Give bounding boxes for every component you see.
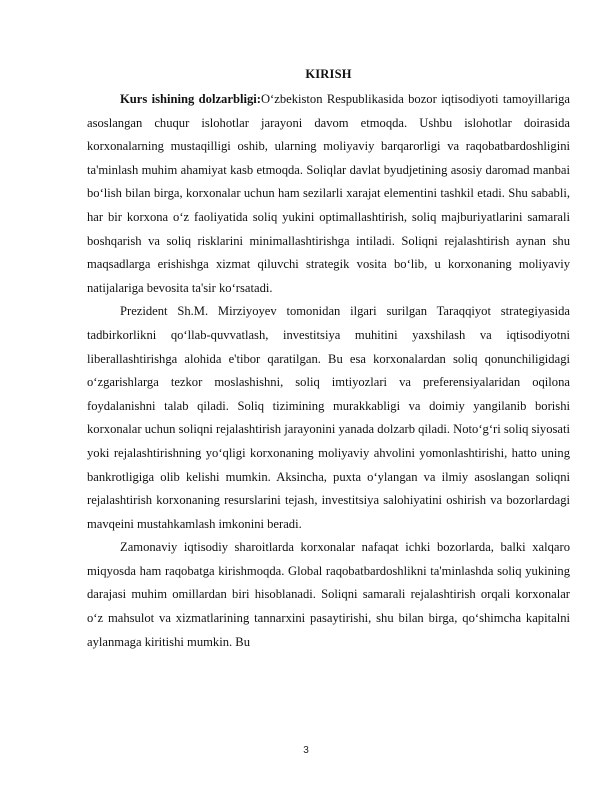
page-number: 3 xyxy=(303,745,309,756)
paragraph-lead: Kurs ishining dolzarbligi: xyxy=(120,92,261,106)
paragraph-relevance xyxy=(87,88,570,300)
paragraph-text: Zamonaviy iqtisodiy sharoitlarda korxonalar nafaqat ichki bozorlarda, balki xalqaro miqyosda ham raqobatga kirishmoqda. Global raqobatbardoshlikni ta'minlashda soliq yukining darajasi muhim omillardan biri hisoblanadi. Soliqni samarali rejalashtirish orqali korxonalar o‘z mahsulot va xizmatlarining tannarxini pasaytirishi, shu bilan birga, qo‘shimcha kapitalni aylanmaga kiritishi mumkin. Bu xyxy=(87,540,570,649)
paragraph-competition xyxy=(87,536,570,654)
page-title: KIRISH xyxy=(305,67,352,81)
document-page xyxy=(87,66,570,654)
paragraph-text: Prezident Sh.M. Mirziyoyev tomonidan ilgari surilgan Taraqqiyot strategiyasida tadbirkorlikni qo‘llab-quvvatlash, investitsiya muhitini yaxshilash va iqtisodiyotni liberallashtirishga alohida e'tibor qaratilgan. Bu esa korxonalardan soliq qonunchiligidagi o‘zgarishlarga tezkor moslashishni, soliq imtiyozlari va preferensiyalaridan oqilona foydalanishni talab qiladi. Soliq tizimining murakkabligi va doimiy yangilanib borishi korxonalar uchun soliqni rejalashtirish jarayonini yanada dolzarb qiladi. Noto‘g‘ri soliq siyosati yoki rejalashtirishning yo‘qligi korxonaning moliyaviy ahvolini yomonlashtirishi, hatto uning bankrotligiga olib kelishi mumkin. Aksincha, puxta o‘ylangan va ilmiy asoslangan soliqni rejalashtirish korxonaning resurslarini tejash, investitsiya salohiyatini oshirish va bozorlardagi mavqeini mustahkamlash imkonini beradi. xyxy=(87,304,570,531)
paragraph-text: O‘zbekiston Respublikasida bozor iqtisodiyoti tamoyillariga asoslangan chuqur islohotlar jarayoni davom etmoqda. Ushbu islohotlar doirasida korxonalarning mustaqilligi oshib, ularning moliyaviy barqarorligi va raqobatbardoshligini ta'minlash muhim ahamiyat kasb etmoqda. Soliqlar davlat byudjetining asosiy daromad manbai bo‘lish bilan birga, korxonalar uchun ham sezilarli xarajat elementini tashkil etadi. Shu sababli, har bir korxona o‘z faoliyatida soliq yukini optimallashtirish, soliq majburiyatlarini samarali boshqarish va soliq risklarini minimallashtirishga intiladi. Soliqni rejalashtirish aynan shu maqsadlarga erishishga xizmat qiluvchi strategik vosita bo‘lib, u korxonaning moliyaviy natijalariga bevosita ta'sir ko‘rsatadi. xyxy=(87,92,570,295)
paragraph-strategy xyxy=(87,300,570,536)
